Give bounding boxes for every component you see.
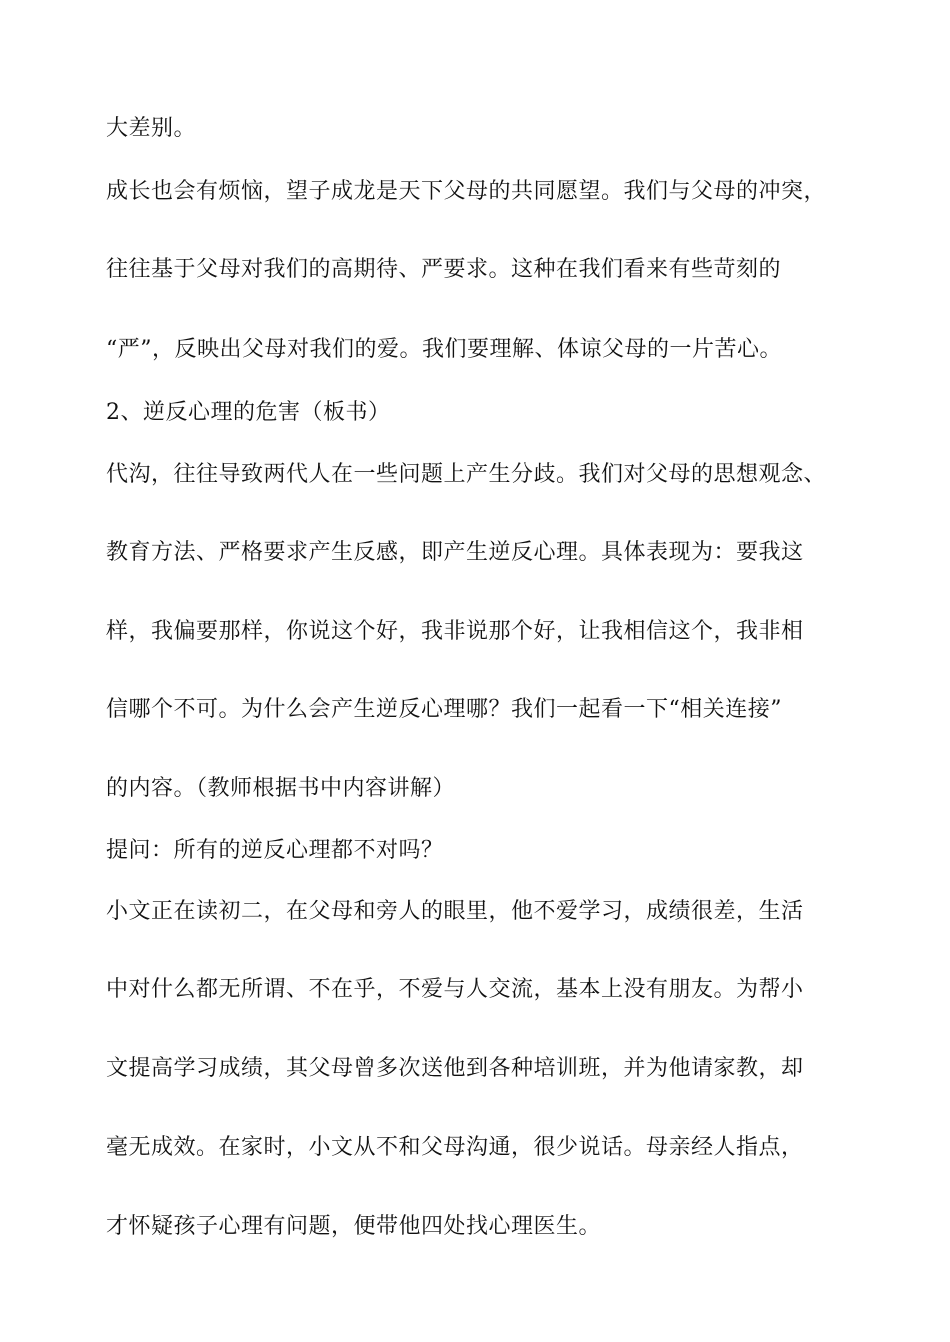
text-line: “严”，反映出父母对我们的爱。我们要理解、体谅父母的一片苦心。 xyxy=(106,337,782,362)
text-line: 代沟，往往导致两代人在一些问题上产生分歧。我们对父母的思想观念、 xyxy=(106,462,827,487)
text-line: 毫无成效。在家时，小文从不和父母沟通，很少说话。母亲经人指点， xyxy=(106,1135,804,1160)
text-line: 样，我偏要那样，你说这个好，我非说那个好，让我相信这个，我非相 xyxy=(106,619,804,644)
text-line: 的内容。（教师根据书中内容讲解） xyxy=(106,776,456,801)
text-line: 才怀疑孩子心理有问题，便带他四处找心理医生。 xyxy=(106,1214,602,1239)
text-line: 文提高学习成绩，其父母曾多次送他到各种培训班，并为他请家教，却 xyxy=(106,1056,804,1081)
section-heading: 2、逆反心理的危害（板书） xyxy=(106,400,391,425)
text-line: 教育方法、严格要求产生反感，即产生逆反心理。具体表现为：要我这 xyxy=(106,540,804,565)
text-line: 大差别。 xyxy=(106,116,197,141)
text-line: 成长也会有烦恼，望子成龙是天下父母的共同愿望。我们与父母的冲突， xyxy=(106,179,827,204)
text-line: 信哪个不可。为什么会产生逆反心理哪？我们一起看一下“相关连接” xyxy=(106,697,782,722)
question-line: 提问：所有的逆反心理都不对吗？ xyxy=(106,838,444,863)
text-line: 小文正在读初二，在父母和旁人的眼里，他不爱学习，成绩很差，生活 xyxy=(106,899,804,924)
text-line: 中对什么都无所谓、不在乎，不爱与人交流，基本上没有朋友。为帮小 xyxy=(106,977,804,1002)
text-line: 往往基于父母对我们的高期待、严要求。这种在我们看来有些苛刻的 xyxy=(106,257,782,282)
